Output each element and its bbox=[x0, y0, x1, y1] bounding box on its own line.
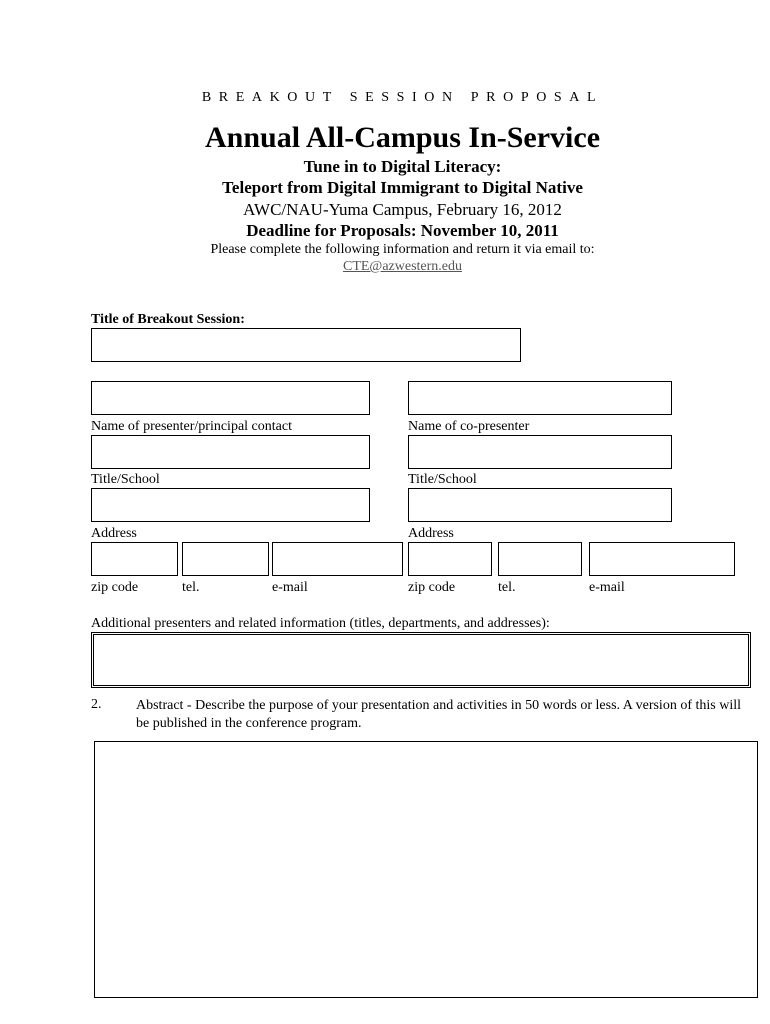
session-title-label: Title of Breakout Session: bbox=[91, 312, 245, 327]
co-presenter-tel-input[interactable] bbox=[498, 542, 582, 576]
presenter-name-label: Name of presenter/principal contact bbox=[91, 419, 292, 434]
additional-presenters-label: Additional presenters and related information (titles, departments, and addresses): bbox=[91, 616, 550, 631]
presenter-title-school-label: Title/School bbox=[91, 472, 160, 487]
presenter-email-input[interactable] bbox=[272, 542, 403, 576]
abstract-instructions: Abstract - Describe the purpose of your presentation and activities in 50 words or less. A version of this will be published in the conference program. bbox=[136, 698, 741, 731]
presenter-address-input[interactable] bbox=[91, 488, 370, 522]
presenter-tel-input[interactable] bbox=[182, 542, 269, 576]
presenter-name-input[interactable] bbox=[91, 381, 370, 415]
co-presenter-email-label: e-mail bbox=[589, 580, 625, 595]
presenter-zip-label: zip code bbox=[91, 580, 139, 595]
presenter-tel-label: tel. bbox=[182, 580, 200, 595]
page-title: Annual All-Campus In-Service bbox=[204, 121, 601, 154]
co-presenter-address-input[interactable] bbox=[408, 488, 672, 522]
presenter-email-label: e-mail bbox=[272, 580, 308, 595]
session-title-input[interactable] bbox=[91, 328, 521, 362]
form-kicker: BREAKOUT SESSION PROPOSAL bbox=[201, 90, 604, 105]
abstract-input[interactable] bbox=[94, 741, 758, 998]
co-presenter-address-label: Address bbox=[408, 526, 454, 541]
co-presenter-title-school-input[interactable] bbox=[408, 435, 672, 469]
co-presenter-name-input[interactable] bbox=[408, 381, 672, 415]
theme-line-2: Teleport from Digital Immigrant to Digital Native bbox=[222, 178, 583, 197]
co-presenter-name-label: Name of co-presenter bbox=[408, 419, 530, 434]
co-presenter-email-input[interactable] bbox=[589, 542, 735, 576]
submission-instructions: Please complete the following information and return it via email to: bbox=[210, 242, 595, 257]
presenter-title-school-input[interactable] bbox=[91, 435, 370, 469]
presenter-address-label: Address bbox=[91, 526, 137, 541]
co-presenter-zip-input[interactable] bbox=[408, 542, 492, 576]
additional-presenters-input[interactable] bbox=[91, 632, 751, 688]
proposal-deadline: Deadline for Proposals: November 10, 2011 bbox=[246, 221, 559, 240]
co-presenter-tel-label: tel. bbox=[498, 580, 516, 595]
theme-line-1: Tune in to Digital Literacy: bbox=[303, 157, 502, 176]
event-location-date: AWC/NAU-Yuma Campus, February 16, 2012 bbox=[243, 200, 562, 219]
co-presenter-zip-label: zip code bbox=[408, 580, 456, 595]
abstract-number: 2. bbox=[91, 697, 102, 712]
co-presenter-title-school-label: Title/School bbox=[408, 472, 477, 487]
contact-email-link[interactable]: CTE@azwestern.edu bbox=[342, 259, 462, 274]
presenter-zip-input[interactable] bbox=[91, 542, 178, 576]
